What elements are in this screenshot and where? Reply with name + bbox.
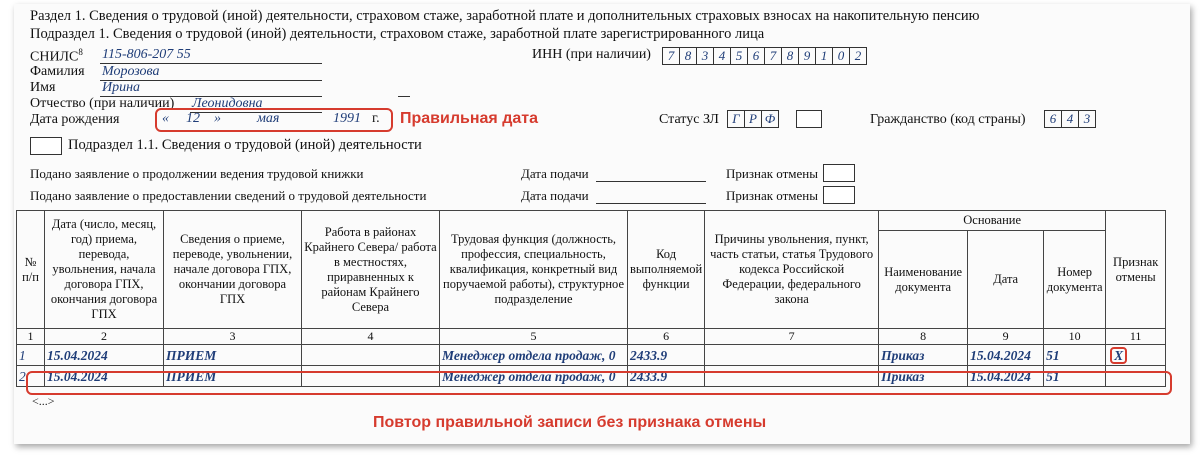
subsection-checkbox[interactable] — [30, 137, 62, 155]
status-cells — [728, 110, 779, 128]
col-number: 11 — [1106, 329, 1166, 345]
th-doc-num: Номер документа — [1044, 231, 1106, 329]
repeat-record-note: Повтор правильной записи без признака отмены — [373, 414, 767, 431]
continue-label: Подано заявление о продолжении ведения трудовой книжки — [30, 166, 364, 181]
cell-doc-date: 15.04.2024 — [968, 345, 1044, 366]
provide-label: Подано заявление о предоставлении сведений о трудовой деятельности — [30, 188, 427, 203]
inn_digits-cell: 6 — [747, 47, 765, 65]
th-code: Код выполняемой функции — [628, 211, 705, 329]
th-function: Трудовая функция (должность, профессия, специальность, квалификация, конкретный вид поручаемой работы), структурное подразделение — [440, 211, 628, 329]
name-value: Ирина — [102, 80, 141, 95]
patronymic-value: Леонидовна — [192, 96, 263, 111]
continue-submit-date-label: Дата подачи — [521, 166, 589, 181]
col-number: 5 — [440, 329, 628, 345]
cell-num: 2 — [17, 366, 45, 387]
citizenship_digits-cell: 4 — [1061, 110, 1079, 128]
citizenship_digits-cell: 3 — [1078, 110, 1096, 128]
status_letters-cell: Р — [744, 110, 762, 128]
cancel-mark: Х — [1110, 347, 1127, 364]
dob-suffix: г. — [372, 111, 380, 126]
inn_digits-cell: 0 — [832, 47, 850, 65]
dob-close-quote: » — [214, 111, 221, 126]
col-number: 7 — [705, 329, 879, 345]
dob-open-quote: « — [162, 111, 169, 126]
cell-function: Менеджер отдела продаж, 0 — [440, 366, 628, 387]
provide-cancel-box[interactable] — [823, 186, 855, 204]
subsection-title: Подраздел 1. Сведения о трудовой (иной) деятельности, страховом стаже, заработной плате зарегистрированного лица — [30, 26, 765, 42]
cell-code: 2433.9 — [628, 366, 705, 387]
cell-code: 2433.9 — [628, 345, 705, 366]
col-number: 9 — [968, 329, 1044, 345]
name-label: Имя — [30, 80, 56, 95]
section-title: Раздел 1. Сведения о трудовой (иной) деятельности, страховом стаже, заработной плате и дополнительных страховых взносах на накопительную пенсию — [30, 8, 980, 24]
status_letters-cell: Ф — [761, 110, 779, 128]
correct-date-note: Правильная дата — [400, 110, 538, 127]
th-num: № п/п — [17, 211, 45, 329]
cell-doc-num: 51 — [1044, 366, 1106, 387]
th-north: Работа в районах Крайнего Севера/ работа в местностях, приравненных к районам Крайнего Севера — [302, 211, 440, 329]
cell-doc-date: 15.04.2024 — [968, 366, 1044, 387]
cell-doc: Приказ — [879, 366, 968, 387]
cell-north — [302, 345, 440, 366]
cell-function: Менеджер отдела продаж, 0 — [440, 345, 628, 366]
table-row — [17, 345, 1166, 366]
more-rows-marker: <...> — [32, 394, 55, 408]
th-doc-date: Дата — [968, 231, 1044, 329]
col-number: 6 — [628, 329, 705, 345]
patronymic-label: Отчество (при наличии) — [30, 96, 175, 111]
cell-doc-num: 51 — [1044, 345, 1106, 366]
snils-label: СНИЛС$^8$ — [30, 47, 83, 65]
citizenship_digits-cell: 6 — [1044, 110, 1062, 128]
status_letters-cell: Г — [727, 110, 745, 128]
col-number: 2 — [45, 329, 164, 345]
th-basis: Основание — [879, 211, 1106, 231]
column-numbers-row — [17, 329, 1166, 345]
citizenship-label: Гражданство (код страны) — [870, 112, 1026, 127]
snils-value: 115-806-207 55 — [102, 47, 191, 62]
cell-doc: Приказ — [879, 345, 968, 366]
inn_digits-cell: 9 — [798, 47, 816, 65]
inn-cells — [663, 47, 867, 65]
col-number: 1 — [17, 329, 45, 345]
dob-day: 12 — [186, 111, 200, 126]
cell-reason — [705, 345, 879, 366]
cell-cancel — [1106, 345, 1166, 366]
col-number: 8 — [879, 329, 968, 345]
inn_digits-cell: 3 — [696, 47, 714, 65]
dob-year: 1991 — [333, 111, 361, 126]
inn_digits-cell: 8 — [679, 47, 697, 65]
surname-label: Фамилия — [30, 64, 85, 79]
citizenship-cells — [1045, 110, 1096, 128]
inn_digits-cell: 7 — [662, 47, 680, 65]
cell-num: 1 — [17, 345, 45, 366]
inn_digits-cell: 7 — [764, 47, 782, 65]
col-number: 4 — [302, 329, 440, 345]
inn_digits-cell: 2 — [849, 47, 867, 65]
inn_digits-cell: 8 — [781, 47, 799, 65]
inn-label: ИНН (при наличии) — [532, 47, 651, 62]
continue-cancel-label: Признак отмены — [726, 166, 818, 181]
cell-date: 15.04.2024 — [45, 366, 164, 387]
status-extra-cell — [796, 110, 822, 128]
dob-month: мая — [257, 111, 280, 126]
activity-table — [16, 210, 1166, 387]
cell-event: ПРИЕМ — [164, 345, 302, 366]
th-event: Сведения о приеме, переводе, увольнении, начале договора ГПХ, окончании договора ГПХ — [164, 211, 302, 329]
cell-event: ПРИЕМ — [164, 366, 302, 387]
provide-submit-date-label: Дата подачи — [521, 188, 589, 203]
col-number: 3 — [164, 329, 302, 345]
th-cancel: Признак отмены — [1106, 211, 1166, 329]
status-label: Статус ЗЛ — [659, 112, 719, 127]
inn_digits-cell: 5 — [730, 47, 748, 65]
provide-cancel-label: Признак отмены — [726, 188, 818, 203]
dob-label: Дата рождения — [30, 112, 120, 127]
cell-date: 15.04.2024 — [45, 345, 164, 366]
continue-cancel-box[interactable] — [823, 164, 855, 182]
th-date: Дата (число, месяц, год) приема, перевода, увольнения, начала договора ГПХ, окончания договора ГПХ — [45, 211, 164, 329]
col-number: 10 — [1044, 329, 1106, 345]
inn_digits-cell: 4 — [713, 47, 731, 65]
subsection11-title: Подраздел 1.1. Сведения о трудовой (иной) деятельности — [68, 137, 422, 153]
th-reason: Причины увольнения, пункт, часть статьи, статья Трудового кодекса Российской Федерации, федерального закона — [705, 211, 879, 329]
th-doc: Наименование документа — [879, 231, 968, 329]
surname-value: Морозова — [102, 64, 160, 79]
repeat-row-highlight — [26, 371, 1172, 395]
inn_digits-cell: 1 — [815, 47, 833, 65]
